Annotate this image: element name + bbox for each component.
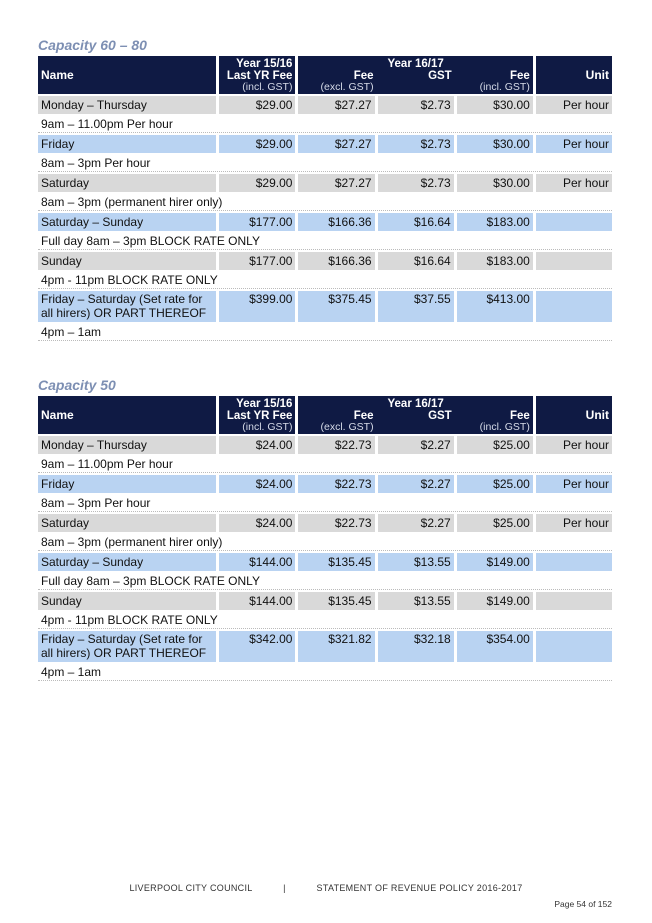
row-description: 9am – 11.00pm Per hour xyxy=(38,116,612,133)
header-fee-incl xyxy=(455,70,533,93)
row-fee-incl: $30.00 xyxy=(457,96,533,114)
row-gst: $2.73 xyxy=(378,174,454,192)
table-row xyxy=(38,436,612,454)
row-name: Saturday – Sunday xyxy=(38,213,216,231)
row-name: Monday – Thursday xyxy=(38,96,216,114)
section-capacity-60-80 xyxy=(38,36,614,343)
row-name: Sunday xyxy=(38,592,216,610)
row-description: Full day 8am – 3pm BLOCK RATE ONLY xyxy=(38,233,612,250)
table-row xyxy=(38,291,612,322)
row-description-row xyxy=(38,194,612,211)
row-description-row xyxy=(38,664,612,681)
table-row xyxy=(38,514,612,532)
row-description: Full day 8am – 3pm BLOCK RATE ONLY xyxy=(38,573,612,590)
footer-doc-title: STATEMENT OF REVENUE POLICY 2016-2017 xyxy=(316,883,523,893)
row-fee-excl: $27.27 xyxy=(298,174,374,192)
row-description: 8am – 3pm (permanent hirer only) xyxy=(38,534,612,551)
row-description: 8am – 3pm Per hour xyxy=(38,495,612,512)
row-gst: $13.55 xyxy=(378,553,454,571)
row-name: Friday – Saturday (Set rate for all hirers) OR PART THEREOF xyxy=(38,631,216,662)
header-year-1617-group xyxy=(298,56,532,94)
row-unit xyxy=(536,213,612,231)
row-description: 4pm – 1am xyxy=(38,664,612,681)
row-last-yr-fee: $29.00 xyxy=(219,174,295,192)
row-fee-incl: $183.00 xyxy=(457,252,533,270)
row-gst: $13.55 xyxy=(378,592,454,610)
header-year-1617-group xyxy=(298,396,532,434)
table-header xyxy=(38,396,612,434)
row-unit xyxy=(536,252,612,270)
header-last-yr-label: Last YR Fee xyxy=(226,409,293,422)
row-fee-incl: $30.00 xyxy=(457,135,533,153)
row-gst: $2.27 xyxy=(378,475,454,493)
header-gst-sub xyxy=(380,422,452,433)
row-last-yr-fee: $399.00 xyxy=(219,291,295,322)
header-fee-label: Fee xyxy=(353,69,374,82)
row-description: 4pm - 11pm BLOCK RATE ONLY xyxy=(38,612,612,629)
row-unit: Per hour xyxy=(536,174,612,192)
table-row xyxy=(38,592,612,610)
table-row xyxy=(38,631,612,662)
row-fee-incl: $25.00 xyxy=(457,514,533,532)
row-unit xyxy=(536,553,612,571)
row-fee-excl: $22.73 xyxy=(298,514,374,532)
row-name: Sunday xyxy=(38,252,216,270)
row-fee-incl: $25.00 xyxy=(457,436,533,454)
row-gst: $2.27 xyxy=(378,436,454,454)
row-last-yr-fee: $29.00 xyxy=(219,135,295,153)
section-title: Capacity 60 – 80 xyxy=(38,37,147,53)
page-number: Page 54 of 152 xyxy=(554,899,612,909)
fee-table xyxy=(35,54,615,343)
row-fee-excl: $321.82 xyxy=(298,631,374,662)
header-fee-incl xyxy=(455,410,533,433)
row-gst: $2.73 xyxy=(378,135,454,153)
row-fee-incl: $149.00 xyxy=(457,553,533,571)
row-unit xyxy=(536,291,612,322)
header-last-yr-sub: (incl. GST) xyxy=(242,420,293,433)
row-description: 4pm – 1am xyxy=(38,324,612,341)
row-fee-incl: $183.00 xyxy=(457,213,533,231)
header-fee-sub: (excl. GST) xyxy=(320,80,374,93)
footer-org: LIVERPOOL CITY COUNCIL xyxy=(129,883,253,893)
header-year-1516: Year 15/16 xyxy=(236,57,293,70)
header-fee xyxy=(298,410,376,433)
row-description: 8am – 3pm Per hour xyxy=(38,155,612,172)
row-fee-incl: $30.00 xyxy=(457,174,533,192)
row-unit: Per hour xyxy=(536,475,612,493)
header-name: Name xyxy=(38,396,216,434)
row-description-row xyxy=(38,233,612,250)
header-last-yr-label: Last YR Fee xyxy=(226,69,293,82)
header-fee-incl-sub: (incl. GST) xyxy=(479,420,530,433)
row-last-yr-fee: $342.00 xyxy=(219,631,295,662)
footer-separator: | xyxy=(283,883,286,893)
header-1617-columns xyxy=(298,70,532,93)
header-fee-incl-label: Fee xyxy=(510,409,530,422)
row-last-yr-fee: $177.00 xyxy=(219,213,295,231)
header-gst-label: GST xyxy=(428,69,452,82)
row-unit: Per hour xyxy=(536,135,612,153)
header-unit: Unit xyxy=(536,56,612,94)
table-row xyxy=(38,475,612,493)
row-name: Friday xyxy=(38,475,216,493)
row-description-row xyxy=(38,573,612,590)
row-unit xyxy=(536,631,612,662)
table-row xyxy=(38,553,612,571)
row-name: Saturday xyxy=(38,174,216,192)
header-name: Name xyxy=(38,56,216,94)
table-row xyxy=(38,174,612,192)
row-gst: $37.55 xyxy=(378,291,454,322)
row-name: Friday xyxy=(38,135,216,153)
row-fee-incl: $354.00 xyxy=(457,631,533,662)
row-last-yr-fee: $24.00 xyxy=(219,514,295,532)
row-last-yr-fee: $24.00 xyxy=(219,436,295,454)
header-fee-label: Fee xyxy=(353,409,374,422)
row-fee-excl: $166.36 xyxy=(298,252,374,270)
header-gst-label: GST xyxy=(428,409,452,422)
header-year-1617: Year 16/17 xyxy=(387,57,444,70)
row-fee-excl: $27.27 xyxy=(298,96,374,114)
header-last-yr-fee xyxy=(219,56,295,94)
row-gst: $32.18 xyxy=(378,631,454,662)
row-fee-excl: $135.45 xyxy=(298,553,374,571)
header-unit: Unit xyxy=(536,396,612,434)
page-footer xyxy=(0,883,652,893)
table-row xyxy=(38,135,612,153)
row-gst: $2.27 xyxy=(378,514,454,532)
row-description-row xyxy=(38,324,612,341)
header-1617-columns xyxy=(298,410,532,433)
row-fee-excl: $22.73 xyxy=(298,436,374,454)
section-title: Capacity 50 xyxy=(38,377,116,393)
row-fee-excl: $22.73 xyxy=(298,475,374,493)
row-description-row xyxy=(38,456,612,473)
row-description-row xyxy=(38,495,612,512)
header-gst xyxy=(377,410,455,433)
header-gst xyxy=(377,70,455,93)
header-fee-incl-sub: (incl. GST) xyxy=(479,80,530,93)
header-year-1617: Year 16/17 xyxy=(387,397,444,410)
row-fee-excl: $135.45 xyxy=(298,592,374,610)
header-year-1516: Year 15/16 xyxy=(236,397,293,410)
row-description-row xyxy=(38,534,612,551)
row-last-yr-fee: $24.00 xyxy=(219,475,295,493)
section-capacity-50 xyxy=(38,376,614,683)
header-last-yr-sub: (incl. GST) xyxy=(242,80,293,93)
fee-table xyxy=(35,394,615,683)
row-description: 9am – 11.00pm Per hour xyxy=(38,456,612,473)
row-last-yr-fee: $144.00 xyxy=(219,592,295,610)
row-fee-incl: $413.00 xyxy=(457,291,533,322)
row-fee-excl: $375.45 xyxy=(298,291,374,322)
row-unit: Per hour xyxy=(536,436,612,454)
row-fee-excl: $27.27 xyxy=(298,135,374,153)
row-description-row xyxy=(38,116,612,133)
row-name: Monday – Thursday xyxy=(38,436,216,454)
table-header xyxy=(38,56,612,94)
row-gst: $16.64 xyxy=(378,213,454,231)
row-description-row xyxy=(38,155,612,172)
row-gst: $2.73 xyxy=(378,96,454,114)
header-last-yr-fee xyxy=(219,396,295,434)
table-row xyxy=(38,252,612,270)
row-fee-incl: $149.00 xyxy=(457,592,533,610)
header-fee-sub: (excl. GST) xyxy=(320,420,374,433)
table-row xyxy=(38,213,612,231)
row-unit: Per hour xyxy=(536,514,612,532)
row-gst: $16.64 xyxy=(378,252,454,270)
row-last-yr-fee: $144.00 xyxy=(219,553,295,571)
header-fee-incl-label: Fee xyxy=(510,69,530,82)
row-name: Saturday – Sunday xyxy=(38,553,216,571)
table-row xyxy=(38,96,612,114)
row-description-row xyxy=(38,272,612,289)
row-description: 8am – 3pm (permanent hirer only) xyxy=(38,194,612,211)
row-last-yr-fee: $177.00 xyxy=(219,252,295,270)
row-description: 4pm - 11pm BLOCK RATE ONLY xyxy=(38,272,612,289)
header-gst-sub xyxy=(380,82,452,93)
row-name: Friday – Saturday (Set rate for all hirers) OR PART THEREOF xyxy=(38,291,216,322)
row-fee-excl: $166.36 xyxy=(298,213,374,231)
header-fee xyxy=(298,70,376,93)
row-last-yr-fee: $29.00 xyxy=(219,96,295,114)
row-fee-incl: $25.00 xyxy=(457,475,533,493)
row-description-row xyxy=(38,612,612,629)
row-name: Saturday xyxy=(38,514,216,532)
row-unit: Per hour xyxy=(536,96,612,114)
row-unit xyxy=(536,592,612,610)
